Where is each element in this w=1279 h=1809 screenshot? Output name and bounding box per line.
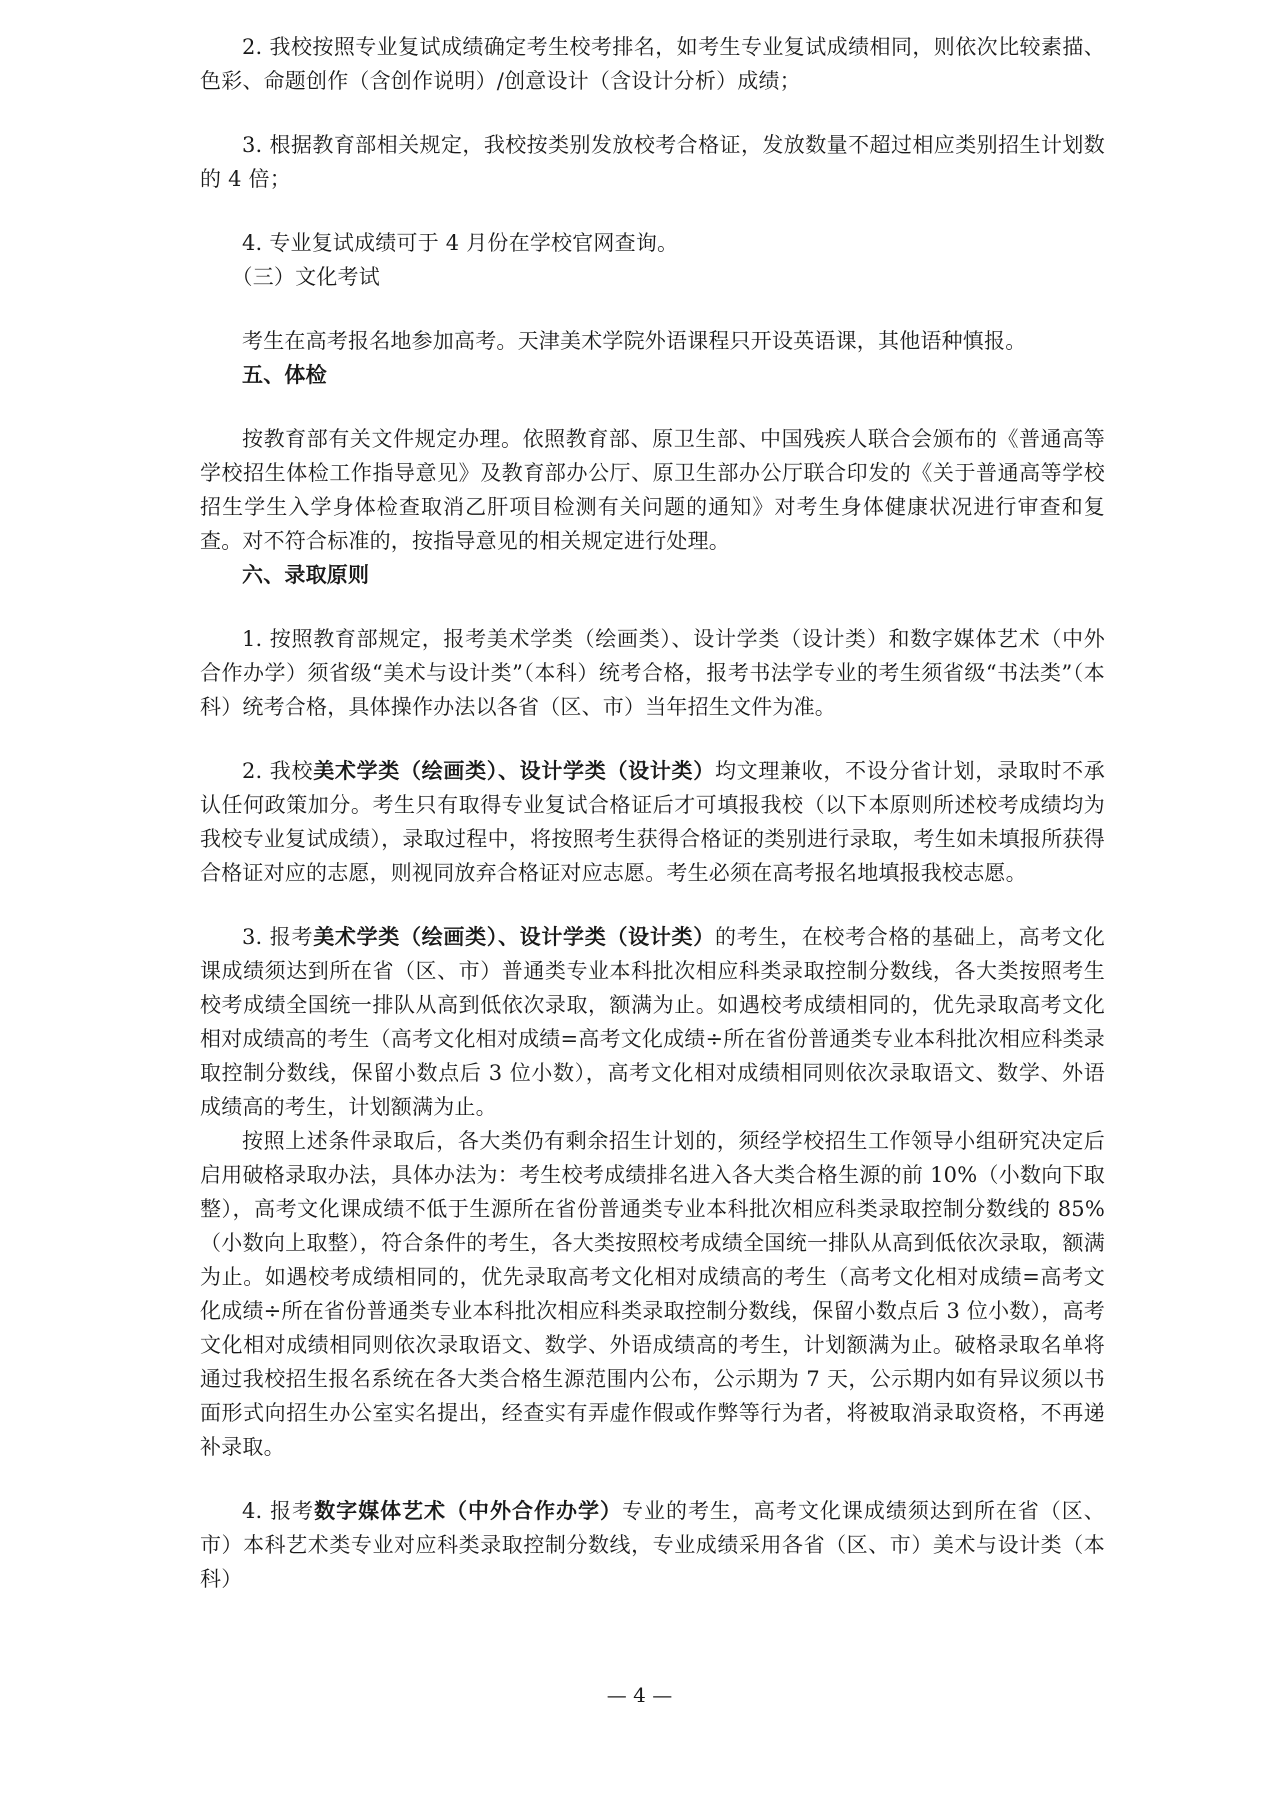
paragraph-score-query: 4. 专业复试成绩可于 4 月份在学校官网查询。 <box>242 231 679 255</box>
paragraph-admission-4 <box>200 1494 1105 1596</box>
admission-2-lead: 2. 我校 <box>242 759 314 783</box>
admission-4-rest: 专业的考生，高考文化课成绩须达到所在省（区、市）本科艺术类专业对应科类录取控制分数线，专业成绩采用各省（区、市）美术与设计类（本科） <box>200 1499 1105 1591</box>
admission-2-rest: 均文理兼收，不设分省计划，录取时不承认任何政策加分。考生只有取得专业复试合格证后才可填报我校（以下本原则所述校考成绩均为我校专业复试成绩），录取过程中，将按照考生获得合格证的类别进行录取，考生如未填报所获得合格证对应的志愿，则视同放弃合格证对应志愿。考生必须在高考报名地填报我校志愿。 <box>200 759 1105 885</box>
paragraph-admission-2 <box>200 754 1105 890</box>
paragraph-admission-3-exception: 按照上述条件录取后，各大类仍有剩余招生计划的，须经学校招生工作领导小组研究决定后启用破格录取办法，具体办法为：考生校考成绩排名进入各大类合格生源的前 10%（小数向下取整），高考文化课成绩不低于生源所在省份普通类专业本科批次相应科类录取控制分数线的 85%（小数向上取整），符合条件的考生，各大类按照校考成绩全国统一排队从高到低依次录取，额满为止。如遇校考成绩相同的，优先录取高考文化相对成绩高的考生（高考文化相对成绩=高考文化成绩÷所在省份普通类专业本科批次相应科类录取控制分数线，保留小数点后 3 位小数），高考文化相对成绩相同则依次录取语文、数学、外语成绩高的考生，计划额满为止。破格录取名单将通过我校招生报名系统在各大类合格生源范围内公布，公示期为 7 天，公示期内如有异议须以书面形式向招生办公室实名提出，经查实有弄虚作假或作弊等行为者，将被取消录取资格，不再递补录取。 <box>200 1129 1105 1459</box>
admission-3-lead: 3. 报考 <box>242 925 314 949</box>
admission-3-rest: 的考生，在校考合格的基础上，高考文化课成绩须达到所在省（区、市）普通类专业本科批次相应科类录取控制分数线，各大类按照考生校考成绩全国统一排队从高到低依次录取，额满为止。如遇校考成绩相同的，优先录取高考文化相对成绩高的考生（高考文化相对成绩=高考文化成绩÷所在省份普通类专业本科批次相应科类录取控制分数线，保留小数点后 3 位小数），高考文化相对成绩相同则依次录取语文、数学、外语成绩高的考生，计划额满为止。 <box>200 925 1105 1119</box>
admission-3-bold-categories: 美术学类（绘画类）、设计学类（设计类） <box>313 924 715 949</box>
paragraph-rank-rule: 2. 我校按照专业复试成绩确定考生校考排名，如考生专业复试成绩相同，则依次比较素描、色彩、命题创作（含创作说明）/创意设计（含设计分析）成绩； <box>200 35 1105 93</box>
section-heading-health-check: 五、体检 <box>242 362 327 387</box>
subheading-culture-exam: （三）文化考试 <box>231 265 380 289</box>
paragraph-culture-exam: 考生在高考报名地参加高考。天津美术学院外语课程只开设英语课，其他语种慎报。 <box>242 329 1027 353</box>
admission-4-lead: 4. 报考 <box>242 1499 315 1523</box>
paragraph-cert-rule: 3. 根据教育部相关规定，我校按类别发放校考合格证，发放数量不超过相应类别招生计划数的 4 倍； <box>200 133 1105 191</box>
paragraph-admission-3 <box>200 920 1105 1124</box>
admission-2-bold-categories: 美术学类（绘画类）、设计学类（设计类） <box>313 758 715 783</box>
paragraph-admission-1: 1. 按照教育部规定，报考美术学类（绘画类）、设计学类（设计类）和数字媒体艺术（中外合作办学）须省级“美术与设计类”（本科）统考合格，报考书法学专业的考生须省级“书法类”（本科）统考合格，具体操作办法以各省（区、市）当年招生文件为准。 <box>200 627 1105 719</box>
admission-4-bold-major: 数字媒体艺术（中外合作办学） <box>314 1498 622 1523</box>
paragraph-health-check: 按教育部有关文件规定办理。依照教育部、原卫生部、中国残疾人联合会颁布的《普通高等学校招生体检工作指导意见》及教育部办公厅、原卫生部办公厅联合印发的《关于普通高等学校招生学生入学身体检查取消乙肝项目检测有关问题的通知》对考生身体健康状况进行审查和复查。对不符合标准的，按指导意见的相关规定进行处理。 <box>200 427 1105 553</box>
document-body <box>200 30 1105 1596</box>
section-heading-admission: 六、录取原则 <box>242 562 370 587</box>
page-number: — 4 — <box>606 1683 673 1707</box>
